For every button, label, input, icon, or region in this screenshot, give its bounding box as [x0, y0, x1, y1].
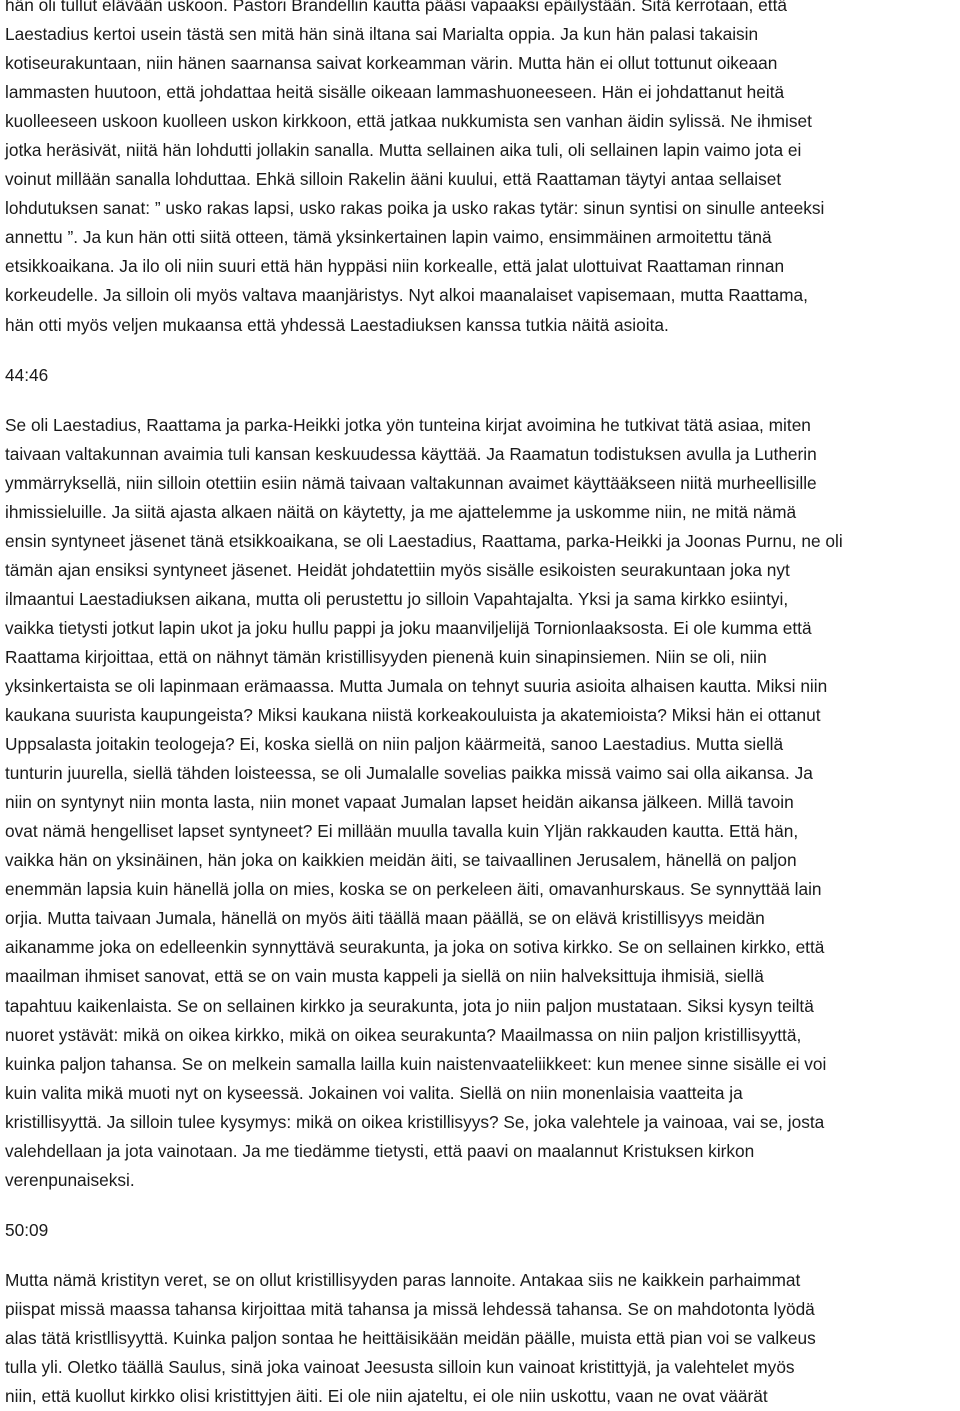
text-line: piispat missä maassa tahansa kirjoittaa mitä tahansa ja missä lehdessä tahansa. Se on mahdotonta lyödä [5, 1298, 815, 1319]
text-line: ihmissieluille. Ja siitä ajasta alkaen näitä on käytetty, ja me ajattelemme ja uskomme niin, ne mitä nämä [5, 501, 797, 522]
timestamp-heading: 44:46 [5, 364, 49, 385]
text-line: alas tätä kristllisyyttä. Kuinka paljon sontaa he heittäisikään meidän päälle, muista että pian voi se valkeus [5, 1327, 816, 1348]
text-line: voinut millään sanalla lohduttaa. Ehkä silloin Rakelin ääni kuului, että Raattaman täytyi antaa sellaiset [5, 169, 782, 190]
text-line: Uppsalasta joitakin teologeja? Ei, koska siellä on niin paljon käärmeitä, sanoo Laestadius. Mutta siellä [5, 734, 784, 755]
text-line: Mutta nämä kristityn veret, se on ollut kristillisyyden paras lannoite. Antakaa siis ne kaikkein parhaimmat [5, 1269, 801, 1290]
text-line: Laestadius kertoi usein tästä sen mitä hän sinä iltana sai Marialta oppia. Ja kun hän palasi takaisin [5, 24, 759, 45]
text-line: kuinka paljon tahansa. Se on melkein samalla lailla kuin naistenvaateliikkeet: kun menee sinne sisälle ei voi [5, 1053, 827, 1074]
text-line: lohdutuksen sanat: ” usko rakas lapsi, usko rakas poika ja usko rakas tytär: sinun syntisi on sinulle anteeksi [5, 198, 825, 219]
text-line: tulla yli. Oletko täällä Saulus, sinä joka vainoat Jeesusta silloin kun vainoat kristittyjä, ja valehtelet myös [5, 1356, 795, 1377]
text-line: kotiseurakuntaan, niin hänen saarnansa saivat korkeamman värin. Mutta hän ei ollut tottunut oikeaan [5, 53, 778, 74]
text-line: lammasten huutoon, että johdattaa heitä sisälle oikeaan lammashuoneeseen. Hän ei johdattanut heitä [5, 82, 785, 103]
text-line: kaukana suurista kaupungeista? Miksi kaukana niistä korkeakouluista ja akatemioista? Miksi hän ei ottanut [5, 705, 821, 726]
text-line: vaikka tietysti jotkut lapin ukot ja joku hullu pappi ja joku maanviljelijä Tornionlaaksosta. Ei ole kumma että [5, 617, 812, 638]
text-line: niin, että kuollut kirkko olisi kristittyjen äiti. Ei ole niin ajateltu, ei ole niin uskottu, vaan ne ovat väärät [5, 1386, 768, 1407]
text-line: ovat nämä hengelliset lapset syntyneet? Ei millään muulla tavalla kuin Yljän rakkauden kautta. Että hän, [5, 821, 799, 842]
text-line: hän oli tullut elävään uskoon. Pastori Brandellin kautta pääsi vapaaksi epäilystään. Sitä kerrotaan, että [5, 0, 787, 15]
text-line: verenpunaiseksi. [5, 1169, 135, 1190]
spacer [5, 390, 955, 411]
text-line: etsikkoaikana. Ja ilo oli niin suuri että hän hyppäsi niin korkealle, että jalat ulottuivat Raattaman rinnan [5, 256, 785, 277]
text-line: kristillisyyttä. Ja silloin tulee kysymys: mikä on oikea kristillisyys? Se, joka valehtele ja vainoaa, vai se, josta [5, 1111, 825, 1132]
text-line: taivaan valtakunnan avaimia tuli kansan keskuudessa käyttää. Ja Raamatun todistuksen avulla ja Lutherin [5, 443, 817, 464]
text-line: valehdellaan ja jota vainotaan. Ja me tiedämme tietysti, että paavi on maalannut Kristuksen kirkon [5, 1140, 755, 1161]
text-line: ensin syntyneet jäsenet tänä etsikkoaikana, se oli Laestadius, Raattama, parka-Heikki ja Joonas Purnu, ne oli [5, 530, 843, 551]
text-line: kuolleeseen uskoon kuolleen uskon kirkkoon, että jatkaa nukkumista sen vanhan äidin sylissä. Ne ihmiset [5, 111, 812, 132]
text-line: yksinkertaista se oli lapinmaan erämaassa. Mutta Jumala on tehnyt suuria asioita alhaisen kautta. Miksi niin [5, 675, 828, 696]
text-line: annettu ”. Ja kun hän otti siitä otteen, tämä yksinkertainen lapin vaimo, ensimmäinen armoitettu tänä [5, 227, 772, 248]
paragraph-1 [5, 0, 955, 340]
text-line: ymmärryksellä, niin silloin otettiin esiin nämä taivaan valtakunnan avaimet käyttääkseen niitä murheellisille [5, 472, 817, 493]
spacer [5, 340, 955, 361]
document-page [5, 0, 955, 1411]
text-line: nuoret ystävät: mikä on oikea kirkko, mikä on oikea seurakunta? Maailmassa on niin paljon kristillisyyttä, [5, 1024, 802, 1045]
paragraph-2 [5, 411, 955, 1195]
text-line: enemmän lapsia kuin hänellä jolla on mies, koska se on perkeleen äiti, omavanhurskaus. Se synnyttää lain [5, 879, 822, 900]
text-line: maailman ihmiset sanovat, että se on vain musta kappeli ja siellä on niin halveksittuja ihmisiä, siellä [5, 966, 764, 987]
text-line: tämän ajan ensiksi syntyneet jäsenet. Heidät johdatettiin myös sisälle esikoisten seurakuntaan joka nyt [5, 559, 790, 580]
text-line: kuin valita mikä muoti nyt on kyseessä. Jokainen voi valita. Siellä on niin monenlaisia vaatteita ja [5, 1082, 743, 1103]
text-line: niin on syntynyt niin monta lasta, niin monet vapaat Jumalan lapset heidän aikansa jälkeen. Millä tavoin [5, 792, 794, 813]
text-line: korkeudelle. Ja silloin oli myös valtava maanjäristys. Nyt alkoi maanalaiset vapisemaan, mutta Raattama, [5, 285, 808, 306]
text-line: jotka heräsivät, niitä hän lohdutti jollakin sanalla. Mutta sellainen aika tuli, oli sellainen lapin vaimo jota ei [5, 140, 802, 161]
text-line: tapahtuu kaikenlaista. Se on sellainen kirkko ja seurakunta, jota jo niin paljon mustataan. Siksi kysyn teiltä [5, 995, 814, 1016]
text-line: orjia. Mutta taivaan Jumala, hänellä on myös äiti täällä maan päällä, se on elävä kristillisyys meidän [5, 908, 765, 929]
text-line: aikanamme joka on edelleenkin synnyttävä seurakunta, ja joka on sotiva kirkko. Se on sellainen kirkko, että [5, 937, 825, 958]
text-line: tunturin juurella, siellä tähden loisteessa, se oli Jumalalle sovelias paikka missä vaimo sai olla aikansa. Ja [5, 763, 813, 784]
paragraph-3 [5, 1266, 955, 1411]
text-line: vaikka hän on yksinäinen, hän joka on kaikkien meidän äiti, se taivaallinen Jerusalem, hänellä on paljon [5, 850, 797, 871]
text-line: Se oli Laestadius, Raattama ja parka-Heikki jotka yön tunteina kirjat avoimina he tutkivat tätä asiaa, miten [5, 414, 811, 435]
spacer [5, 1195, 955, 1216]
spacer [5, 1245, 955, 1266]
text-line: Raattama kirjoittaa, että on nähnyt tämän kristillisyyden pienenä kuin sinapinsiemen. Niin se oli, niin [5, 646, 767, 667]
timestamp-heading: 50:09 [5, 1219, 49, 1240]
text-line: hän otti myös veljen mukaansa että yhdessä Laestadiuksen kanssa tutkia näitä asioita. [5, 314, 669, 335]
text-line: ilmaantui Laestadiuksen aikana, mutta oli perustettu jo silloin Vapahtajalta. Yksi ja sama kirkko esiintyi, [5, 588, 789, 609]
